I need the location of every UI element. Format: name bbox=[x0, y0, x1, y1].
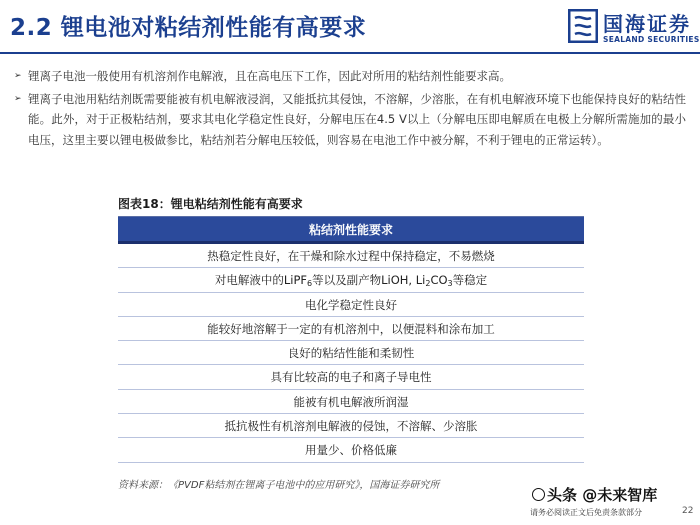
sealand-logo-icon bbox=[568, 9, 598, 43]
company-logo bbox=[568, 7, 700, 49]
figure-caption: 图表18：锂电粘结剂性能有高要求 bbox=[118, 197, 303, 211]
table-header: 粘结剂性能要求 bbox=[118, 217, 584, 244]
logo-chinese-name: 国海证券 bbox=[603, 12, 691, 36]
row-text: 对电解液中的LiPF bbox=[214, 273, 308, 288]
page-title: 2.2 锂电池对粘结剂性能有高要求 bbox=[10, 15, 367, 41]
subscript: 2 bbox=[425, 279, 431, 289]
subscript: 3 bbox=[447, 279, 453, 289]
watermark-circle-icon bbox=[532, 488, 545, 501]
table-row: 抵抗极性有机溶剂电解液的侵蚀，不溶解、少溶胀 bbox=[118, 414, 584, 438]
disclaimer-note: 请务必阅读正文后免责条款部分 bbox=[530, 508, 642, 517]
watermark-text: 头条 @未来智库 bbox=[547, 486, 658, 504]
table-row: 用量少、价格低廉 bbox=[118, 438, 584, 462]
page-number: 22 bbox=[682, 506, 694, 516]
table-row: 热稳定性良好，在干燥和除水过程中保持稳定，不易燃烧 bbox=[118, 244, 584, 268]
row-text: 等以及副产物LiOH, Li bbox=[312, 273, 426, 288]
subscript: 6 bbox=[307, 279, 313, 289]
bullet-item bbox=[14, 89, 686, 151]
row-text: CO bbox=[430, 273, 448, 288]
bullet-list bbox=[14, 66, 686, 150]
bullet-item bbox=[14, 66, 686, 87]
bullet-text: 锂离子电池一般使用有机溶剂作电解液，且在高电压下工作，因此对所用的粘结剂性能要求高。 bbox=[28, 69, 511, 83]
watermark-main bbox=[532, 484, 657, 505]
arrow-bullet-icon: ➢ bbox=[14, 71, 22, 81]
requirements-table bbox=[118, 216, 584, 463]
watermark bbox=[528, 482, 700, 525]
bullet-text: 锂离子电池用粘结剂既需要能被有机电解液浸润，又能抵抗其侵蚀，不溶解，少溶胀，在有机电解液环境下也能保持良好的粘结性能。此外，对于正极粘结剂，要求其电化学稳定性良好，分解电压在4.5 V以上（分解电压即电解质在电极上分解所需施加的最小电压，这里主要以锂电极做参比，粘结剂若分解电压较低，则容易在电池工作中被分解，不利于锂电的正常运转）。 bbox=[28, 91, 686, 147]
table-row: 电化学稳定性良好 bbox=[118, 293, 584, 317]
table-row: 能较好地溶解于一定的有机溶剂中，以便混料和涂布加工 bbox=[118, 317, 584, 341]
arrow-bullet-icon: ➢ bbox=[14, 93, 22, 104]
title-divider bbox=[0, 52, 700, 54]
table-row bbox=[118, 268, 584, 292]
figure-source: 资料来源：《PVDF粘结剂在锂离子电池中的应用研究》，国海证券研究所 bbox=[118, 480, 440, 491]
logo-english-name: SEALAND SECURITIES bbox=[603, 35, 700, 44]
table-row: 能被有机电解液所润湿 bbox=[118, 390, 584, 414]
table-row: 良好的粘结性能和柔韧性 bbox=[118, 341, 584, 365]
row-text: 等稳定 bbox=[452, 273, 488, 288]
table-row: 具有比较高的电子和离子导电性 bbox=[118, 365, 584, 389]
